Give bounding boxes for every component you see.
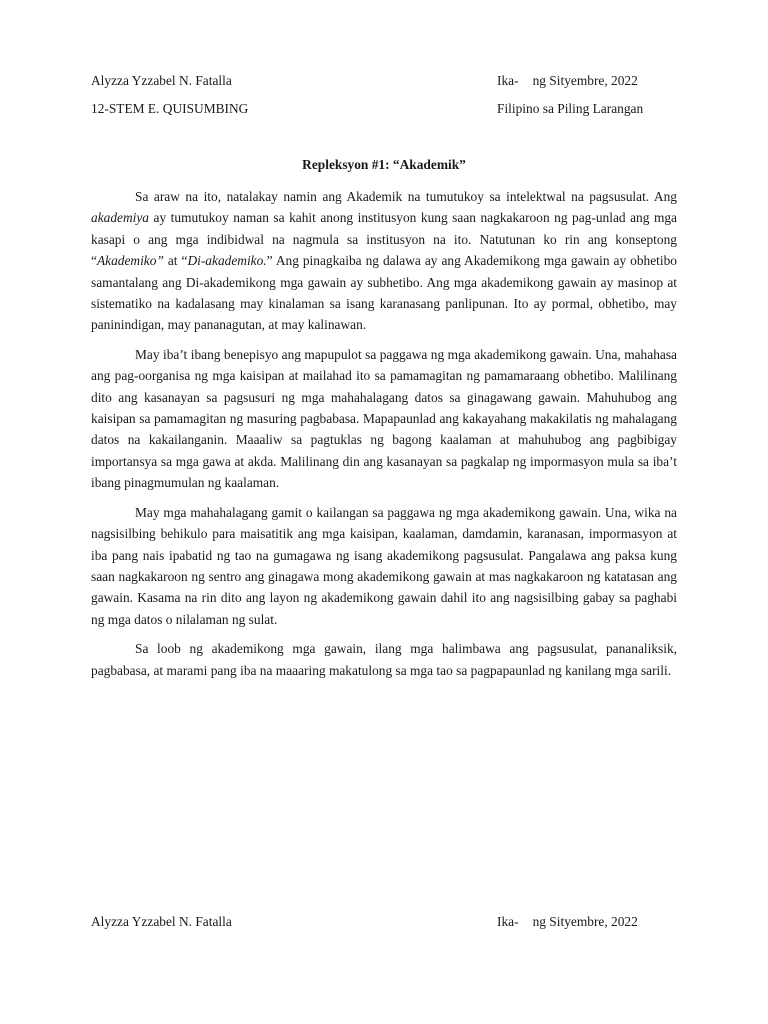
term-di-akademiko: Di-akademiko. [187,253,267,269]
footer-date-prefix: Ika- [497,914,519,929]
paragraph-1 [91,186,677,336]
footer-date-suffix: ng Sityembre, 2022 [532,914,638,929]
term-akademiya: akademiya [91,210,150,226]
paragraph-2: May iba’t ibang benepisyo ang mapupulot sa paggawa ng mga akademikong gawain. Una, mahahasa ang pag-oorganisa ng mga kaisipan at mailahad ito sa pamamagitan ng pamamaraang obhetibo. Malilinang dito ang kasanayan sa pagsusuri ng mga mahahalagang datos sa ginagawang gawain. Mahuhubog ang kaisipan sa pamamagitan ng masuring pagbabasa. Mapapaunlad ang kakayahang makakilatis ng mahalagang datos na kakailanganin. Maaaliw sa pagtuklas ng bagong kaalaman at mahuhubog ang pagbibigay importansya sa mga gawa at akda. Malilinang din ang kasanayan sa pagkalap ng impormasyon mula sa iba’t ibang pinagmumulan ng kaalaman. [91,346,677,491]
footer-student-name: Alyzza Yzzabel N. Fatalla [91,914,232,929]
page-title: Repleksyon #1: “Akademik” [302,157,466,172]
header-student-name: Alyzza Yzzabel N. Fatalla [91,73,232,88]
paragraph-1-part-g: ” Ang pinagkaiba ng dalawa ay ang Akademikong mga gawain ay obhetibo samantalang ang Di-akademikong mga gawain ay subhetibo. Ang mga akademikong gawain ay masinop at sistematiko na kadalasang may kinalaman sa isang karanasang panlipunan. Ito ay pormal, obhetibo, may paninindigan, may pananagutan, at may kalinawan. [91,253,677,333]
paragraph-1-part-a: Sa araw na ito, natalakay namin ang Akademik na tumutukoy sa intelektwal na pagsusulat. Ang [135,189,677,204]
header-date-prefix: Ika- [497,73,519,88]
paragraph-3: May mga mahahalagang gamit o kailangan sa paggawa ng mga akademikong gawain. Una, wika na nagsisilbing behikulo para maisatitik ang mga kaisipan, kaalaman, damdamin, karanasan, impormasyon at iba pang nais ipabatid ng tao na gumagawa ng isang akademikong pagsusulat. Pangalawa ang paksa kung saan nagkakaroon ng sentro ang ginagawa mong akademikong gawain at mas nagkakaroon ng katatasan ang gawain. Kasama na rin dito ang layon ng akademikong gawain dahil ito ang nagsisilbing gabay sa paghabi ng mga datos o nilalaman ng sulat. [91,504,677,627]
header-date-suffix: ng Sityembre, 2022 [532,73,638,88]
header-subject: Filipino sa Piling Larangan [497,101,644,116]
paragraph-4: Sa loob ng akademikong mga gawain, ilang mga halimbawa ang pagsusulat, pananaliksik, pagbabasa, at marami pang iba na maaaring makatulong sa mga tao sa pagpapaunlad ng kanilang mga sarili. [91,641,677,678]
header-section: 12-STEM E. QUISUMBING [91,101,249,116]
paragraph-1-part-c: ay tumutukoy naman sa kahit anong institusyon kung saan nagkakaroon ng pag-unlad ang mga kasapi o ang mga indibidwal na nagmula sa institusyon na ito. Natutunan ko rin ang konseptong “ [91,210,677,269]
footer-date [497,914,638,930]
document-body [91,186,677,689]
term-akademiko: Akademiko” [96,253,164,269]
paragraph-1-part-e: at “ [163,253,188,269]
header-date [497,73,638,89]
